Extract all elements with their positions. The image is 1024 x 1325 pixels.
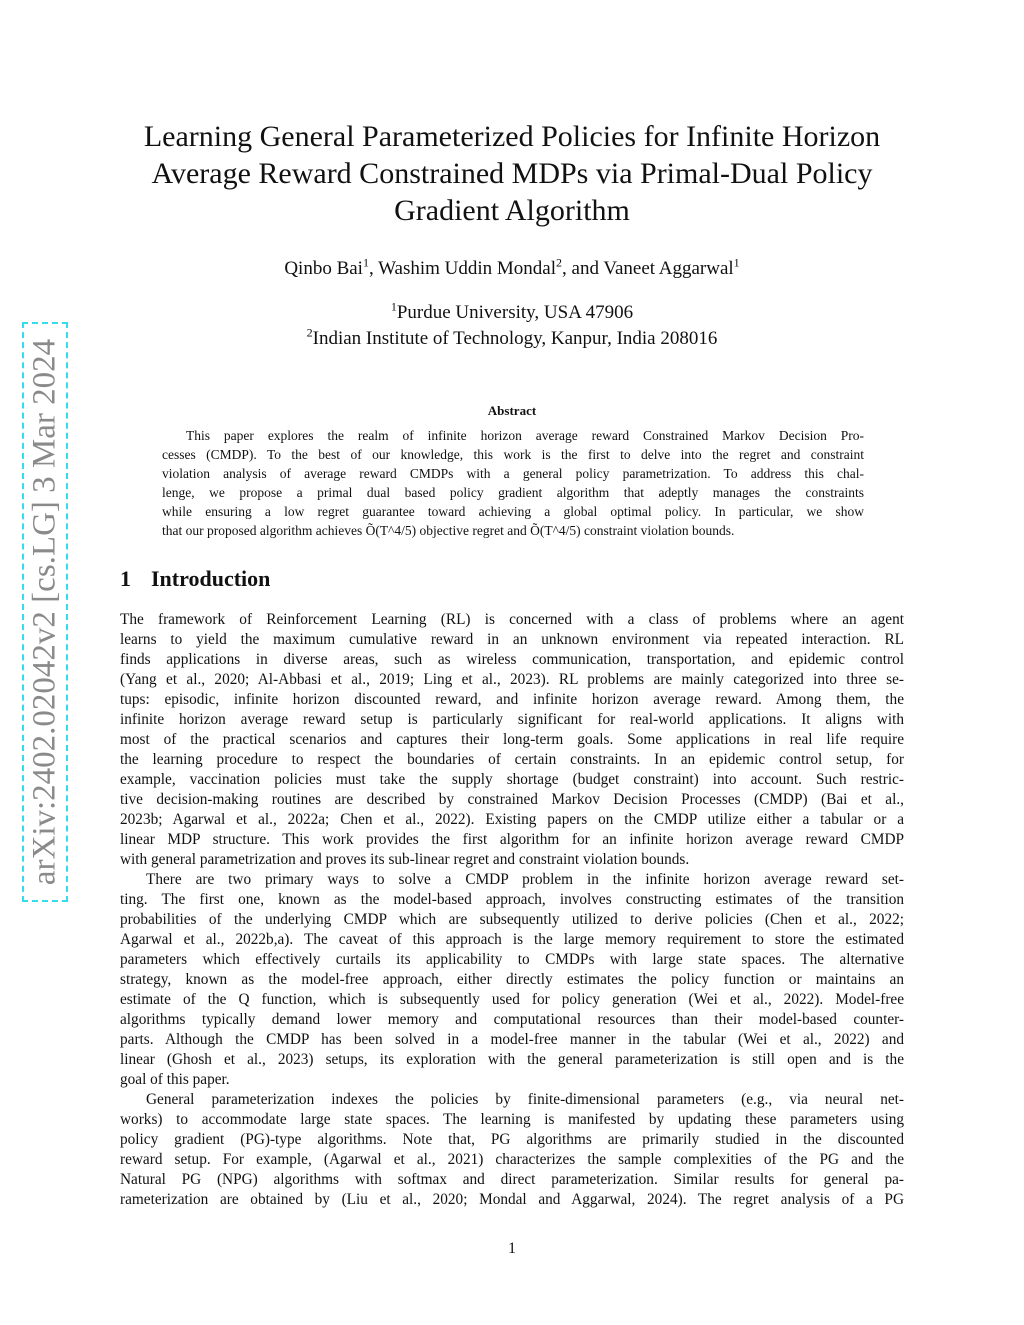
body-line: linear (Ghosh et al., 2023) setups, its exploration with the general parameterization is still open and is the <box>120 1051 904 1068</box>
section-title: Introduction <box>151 566 271 591</box>
abstract-heading: Abstract <box>487 403 537 418</box>
body-line: goal of this paper. <box>120 1071 230 1088</box>
authors <box>100 255 924 280</box>
body-line: estimate of the Q function, which is subsequently used for policy generation (Wei et al., 2022). Model-free <box>120 991 904 1008</box>
affil-marker: 2 <box>556 255 563 270</box>
body-line: reward setup. For example, (Agarwal et al., 2021) characterizes the sample complexities of the PG and the <box>120 1151 904 1168</box>
arxiv-id: arXiv:2402.02042v2 [cs.LG] 3 Mar 2024 <box>26 338 63 886</box>
section-number: 1 <box>120 566 131 591</box>
body-line: algorithms typically demand lower memory and computational resources than their model-based counter- <box>120 1011 904 1028</box>
body-line: probabilities of the underlying CMDP which are subsequently utilized to derive policies (Chen et al., 2022; <box>120 911 904 928</box>
body-line: infinite horizon average reward setup is particularly significant for real-world applications. It aligns with <box>120 711 904 728</box>
affil-marker: 1 <box>733 255 740 270</box>
affiliation <box>100 300 924 326</box>
body-line: with general parametrization and proves its sub-linear regret and constraint violation bounds. <box>120 851 690 868</box>
body-line: learns to yield the maximum cumulative reward in an unknown environment via repeated interaction. RL <box>120 631 904 648</box>
body-text <box>120 610 904 1210</box>
author-name: , and Vaneet Aggarwal <box>562 258 734 279</box>
page-number: 1 <box>508 1240 516 1257</box>
body-line: There are two primary ways to solve a CMDP problem in the infinite horizon average reward set- <box>146 871 904 888</box>
body-line: strategy, known as the model-free approach, either directly estimates the policy function or maintains an <box>120 971 904 988</box>
author-name: Qinbo Bai <box>284 258 363 279</box>
abstract-line: lenge, we propose a primal dual based policy gradient algorithm that adeptly manages the constraints <box>162 485 864 500</box>
title-line: Average Reward Constrained MDPs via Primal-Dual Policy <box>151 157 873 190</box>
body-line: linear MDP structure. This work provides the first algorithm for an infinite horizon average reward CMDP <box>120 831 904 848</box>
affiliation-text: Indian Institute of Technology, Kanpur, India 208016 <box>312 328 718 349</box>
affiliation <box>100 326 924 352</box>
title-line: Learning General Parameterized Policies for Infinite Horizon <box>143 120 881 153</box>
body-line: The framework of Reinforcement Learning (RL) is concerned with a class of problems where an agent <box>120 611 904 628</box>
body-line: parts. Although the CMDP has been solved in a model-free manner in the tabular (Wei et al., 2022) and <box>120 1031 904 1048</box>
body-line: finds applications in diverse areas, such as wireless communication, transportation, and epidemic control <box>120 651 904 668</box>
section-heading <box>120 566 270 592</box>
body-line: most of the practical scenarios and captures their long-term goals. Some applications in real life require <box>120 731 904 748</box>
body-line: parameters which effectively curtails its applicability to CMDPs with large state spaces. The alternative <box>120 951 904 968</box>
abstract <box>162 426 864 540</box>
body-line: ting. The first one, known as the model-based approach, involves constructing estimates of the transition <box>120 891 904 908</box>
affil-marker: 1 <box>390 299 397 314</box>
body-line: example, vaccination policies must take the supply shortage (budget constraint) into account. Such restric- <box>120 771 904 788</box>
author-name: , Washim Uddin Mondal <box>368 258 557 279</box>
title-line: Gradient Algorithm <box>394 194 630 227</box>
paper-title <box>100 118 924 229</box>
body-line: Agarwal et al., 2022b,a). The caveat of this approach is the large memory requirement to store the estimated <box>120 931 904 948</box>
body-line: Natural PG (NPG) algorithms with softmax and direct parameterization. Similar results for general pa- <box>120 1171 904 1188</box>
body-line: tups: episodic, infinite horizon discounted reward, and infinite horizon average reward. Among them, the <box>120 691 904 708</box>
affiliation-text: Purdue University, USA 47906 <box>396 302 634 323</box>
affiliations <box>100 300 924 352</box>
arxiv-stamp <box>22 322 68 902</box>
body-line: (Yang et al., 2020; Al-Abbasi et al., 2019; Ling et al., 2023). RL problems are mainly categorized into three se- <box>120 671 904 688</box>
abstract-line: violation analysis of average reward CMDPs with a general policy parametrization. To address this chal- <box>162 466 864 481</box>
body-line: tive decision-making routines are described by constrained Markov Decision Processes (CMDP) (Bai et al., <box>120 791 904 808</box>
abstract-line: cesses (CMDP). To the best of our knowledge, this work is the first to delve into the regret and constraint <box>162 447 864 462</box>
body-line: works) to accommodate large state spaces. The learning is manifested by updating these parameters using <box>120 1111 904 1128</box>
body-line: the learning procedure to respect the boundaries of certain constraints. In an epidemic control setup, for <box>120 751 904 768</box>
body-line: General parameterization indexes the policies by finite-dimensional parameters (e.g., via neural net- <box>146 1091 904 1108</box>
abstract-line: while ensuring a low regret guarantee toward achieving a global optimal policy. In particular, we show <box>162 504 864 519</box>
affil-marker: 1 <box>362 255 369 270</box>
body-line: rameterization are obtained by (Liu et al., 2020; Mondal and Aggarwal, 2024). The regret analysis of a PG <box>120 1191 904 1208</box>
abstract-line: that our proposed algorithm achieves Õ(T^4/5) objective regret and Õ(T^4/5) constraint violation bounds. <box>162 523 735 538</box>
body-line: 2023b; Agarwal et al., 2022a; Chen et al., 2022). Existing papers on the CMDP utilize either a tabular or a <box>120 811 904 828</box>
affil-marker: 2 <box>306 325 313 340</box>
abstract-line: This paper explores the realm of infinite horizon average reward Constrained Markov Decision Pro- <box>186 428 864 443</box>
body-line: policy gradient (PG)-type algorithms. Note that, PG algorithms are primarily studied in the discounted <box>120 1131 904 1148</box>
